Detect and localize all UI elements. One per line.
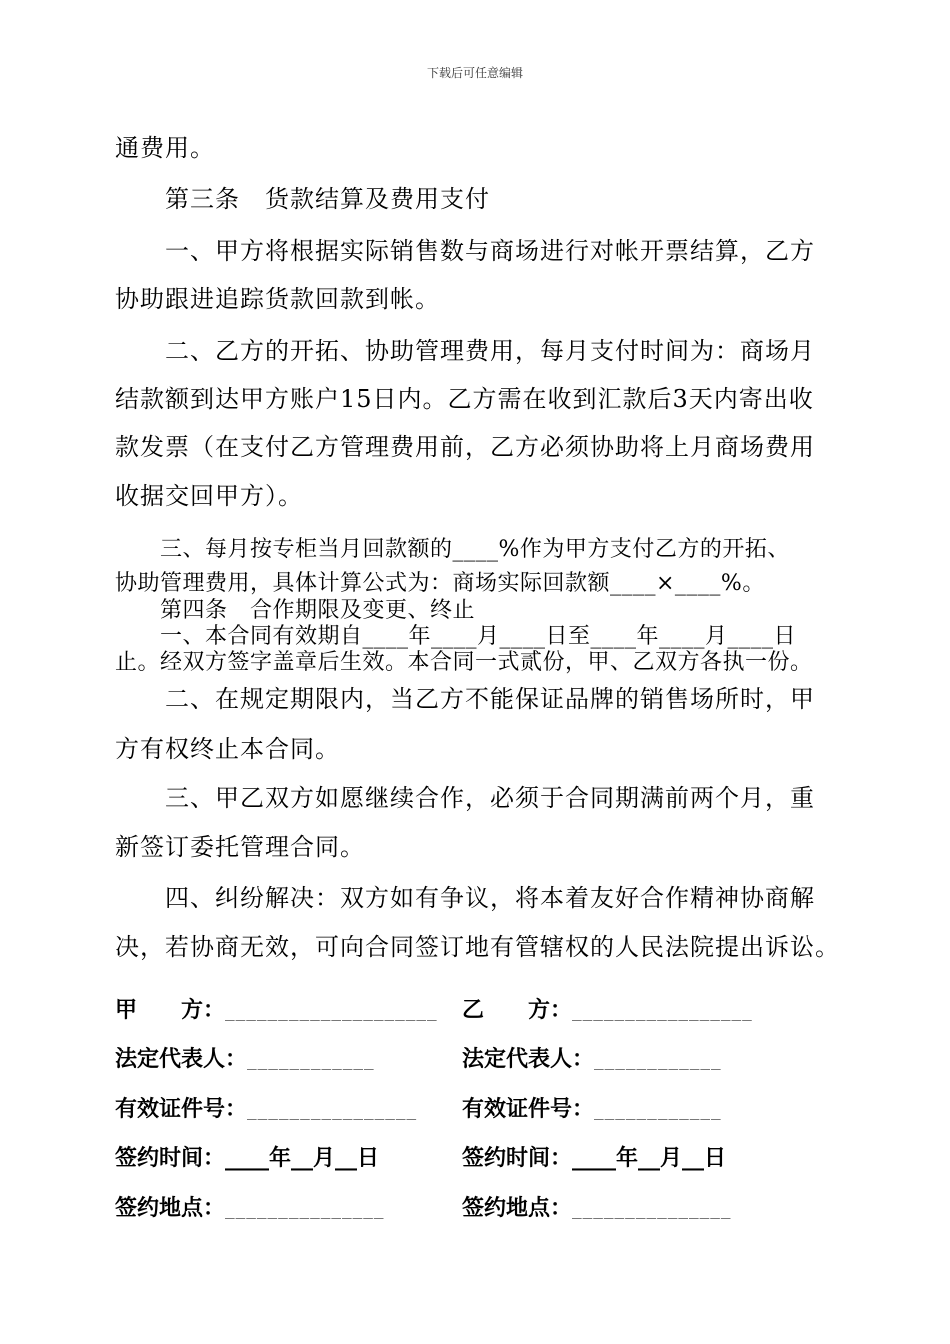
place-a-field bbox=[115, 1194, 385, 1225]
id-a-field bbox=[115, 1095, 417, 1126]
id-b-blank: ____________ bbox=[594, 1101, 722, 1120]
body-line: 三、甲乙双方如愿继续合作，必须于合同期满前两个月，重 bbox=[115, 784, 815, 812]
body-line: 新签订委托管理合同。 bbox=[115, 833, 365, 861]
place-a-label: 签约地点： bbox=[115, 1196, 226, 1221]
body-line: 止。经双方签字盖章后生效。本合同一式贰份，甲、乙双方各执一份。 bbox=[115, 650, 813, 675]
body-line: 二、在规定期限内，当乙方不能保证品牌的销售场所时，甲 bbox=[115, 685, 815, 713]
body-line: 款发票（在支付乙方管理费用前，乙方必须协助将上月商场费用 bbox=[115, 433, 815, 461]
body-line: 一、甲方将根据实际销售数与商场进行对帐开票结算，乙方 bbox=[115, 237, 815, 265]
body-line: 方有权终止本合同。 bbox=[115, 735, 340, 763]
place-b-field bbox=[462, 1194, 732, 1225]
body-line: 决，若协商无效，可向合同签订地有管辖权的人民法院提出诉讼。 bbox=[115, 933, 840, 961]
body-line: 协助管理费用，具体计算公式为：商场实际回款额____×____%。 bbox=[115, 571, 765, 596]
date-a-field bbox=[115, 1144, 379, 1174]
body-line: 结款额到达甲方账户15日内。乙方需在收到汇款后3天内寄出收 bbox=[115, 385, 814, 413]
date-b-value: ____年__月__日 bbox=[572, 1146, 727, 1171]
id-b-label: 有效证件号： bbox=[462, 1097, 595, 1122]
body-line: 通费用。 bbox=[115, 134, 215, 162]
party-b-field bbox=[462, 996, 753, 1027]
page-header: 下载后可任意编辑 bbox=[426, 66, 523, 80]
body-line: 二、乙方的开拓、协助管理费用，每月支付时间为：商场月 bbox=[115, 337, 815, 365]
rep-b-field bbox=[462, 1045, 722, 1076]
rep-a-field bbox=[115, 1045, 375, 1076]
date-a-label: 签约时间： bbox=[115, 1146, 226, 1171]
party-a-blank: ____________________ bbox=[225, 1002, 438, 1021]
party-a-field bbox=[115, 996, 438, 1027]
rep-a-label: 法定代表人： bbox=[115, 1047, 248, 1072]
party-b-label: 乙 方： bbox=[462, 998, 573, 1023]
party-b-blank: _________________ bbox=[572, 1002, 753, 1021]
date-b-field bbox=[462, 1144, 726, 1174]
id-a-label: 有效证件号： bbox=[115, 1097, 248, 1122]
id-a-blank: ________________ bbox=[247, 1101, 418, 1120]
date-a-value: ____年__月__日 bbox=[225, 1146, 380, 1171]
place-b-label: 签约地点： bbox=[462, 1196, 573, 1221]
party-a-label: 甲 方： bbox=[115, 998, 226, 1023]
rep-a-blank: ____________ bbox=[247, 1051, 375, 1070]
place-b-blank: _______________ bbox=[572, 1200, 732, 1219]
body-line: 三、每月按专柜当月回款额的____%作为甲方支付乙方的开拓、 bbox=[115, 537, 790, 562]
body-line: 收据交回甲方）。 bbox=[115, 482, 303, 510]
id-b-field bbox=[462, 1095, 722, 1126]
section-heading: 第四条 合作期限及变更、终止 bbox=[115, 598, 476, 623]
place-a-blank: _______________ bbox=[225, 1200, 385, 1219]
body-line: 一、本合同有效期自____年____月____日至____年____月____日 bbox=[115, 624, 797, 649]
body-line: 四、纠纷解决：双方如有争议，将本着友好合作精神协商解 bbox=[115, 884, 815, 912]
section-heading: 第三条 货款结算及费用支付 bbox=[115, 185, 490, 213]
rep-b-blank: ____________ bbox=[594, 1051, 722, 1070]
body-line: 协助跟进追踪货款回款到帐。 bbox=[115, 285, 440, 313]
rep-b-label: 法定代表人： bbox=[462, 1047, 595, 1072]
date-b-label: 签约时间： bbox=[462, 1146, 573, 1171]
